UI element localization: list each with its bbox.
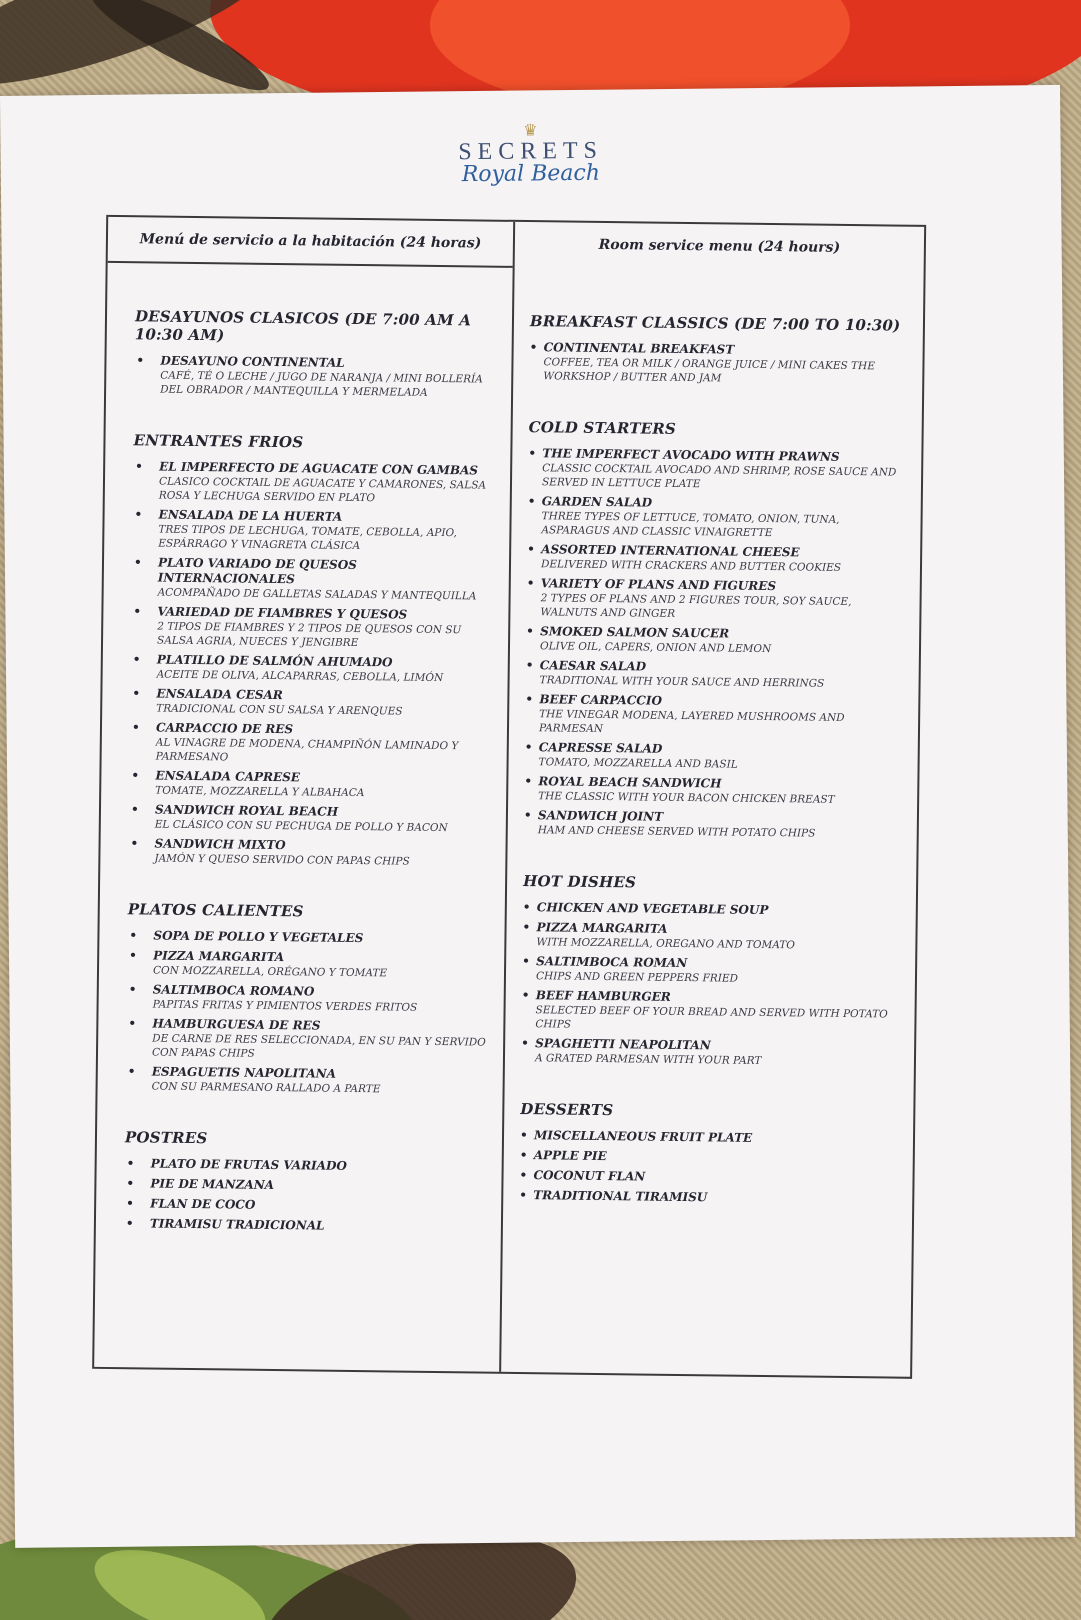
menu-item-description: TRADITIONAL WITH YOUR SAUCE AND HERRINGS bbox=[539, 674, 825, 690]
crown-icon: ♛ bbox=[523, 120, 538, 140]
section-gap bbox=[521, 1070, 902, 1091]
menu-item-name: CHICKEN AND VEGETABLE SOUP bbox=[536, 900, 769, 918]
menu-item bbox=[131, 652, 496, 685]
menu-item-description: THREE TYPES OF LETTUCE, TOMATO, ONION, TUNA, ASPARAGUS AND CLASSIC VINAIGRETTE bbox=[541, 510, 840, 540]
section-heading: DESAYUNOS CLASICOS (DE 7:00 AM A 10:30 AM) bbox=[134, 307, 472, 345]
bullet-icon: • bbox=[129, 928, 138, 943]
menu-item bbox=[127, 928, 492, 947]
menu-item-name: ROYAL BEACH SANDWICH bbox=[538, 774, 722, 791]
bullet-icon: • bbox=[131, 768, 140, 783]
bullet-icon: • bbox=[519, 1128, 528, 1143]
menu-item bbox=[129, 768, 494, 801]
menu-item-description: TRADICIONAL CON SU SALSA Y ARENQUES bbox=[156, 702, 403, 718]
bullet-icon: • bbox=[128, 982, 137, 997]
menu-item bbox=[124, 1196, 489, 1215]
bullet-icon: • bbox=[135, 459, 143, 474]
menu-item bbox=[521, 1036, 902, 1070]
menu-item-description: AL VINAGRE DE MODENA, CHAMPIÑÓN LAMINADO Y PARMESANO bbox=[155, 736, 459, 764]
menu-item bbox=[519, 1188, 900, 1208]
menu-item-description: JAMÓN Y QUESO SERVIDO CON PAPAS CHIPS bbox=[154, 852, 410, 868]
section-heading: ENTRANTES FRIOS bbox=[133, 431, 304, 452]
menu-item-description: CON SU PARMESANO RALLADO A PARTE bbox=[151, 1080, 381, 1096]
menu-item-name: CAESAR SALAD bbox=[539, 658, 647, 674]
bullet-icon: • bbox=[523, 808, 532, 823]
bullet-icon: • bbox=[522, 954, 530, 969]
menu-item-name: FLAN DE COCO bbox=[150, 1196, 256, 1212]
menu-sheet bbox=[0, 85, 1075, 1548]
menu-item-name: SALTIMBOCA ROMAN bbox=[536, 954, 688, 971]
menu-item-description: CHIPS AND GREEN PEPPERS FRIED bbox=[535, 970, 739, 985]
menu-item-name: SPAGHETTI NEAPOLITAN bbox=[535, 1036, 711, 1053]
menu-item-name: BEEF CARPACCIO bbox=[539, 692, 663, 708]
bullet-icon: • bbox=[527, 494, 536, 509]
english-column bbox=[503, 222, 924, 1229]
section-gap bbox=[134, 401, 499, 421]
bullet-icon: • bbox=[525, 692, 534, 707]
bullet-icon: • bbox=[527, 542, 535, 557]
bullet-icon: • bbox=[126, 1156, 135, 1171]
menu-item bbox=[526, 624, 907, 658]
menu-item-description: TOMATO, MOZZARELLA AND BASIL bbox=[538, 756, 738, 771]
bullet-icon: • bbox=[130, 802, 139, 817]
menu-item-description: 2 TYPES OF PLANS AND 2 FIGURES TOUR, SOY SAUCE, WALNUTS AND GINGER bbox=[540, 592, 852, 620]
section-gap bbox=[523, 842, 904, 863]
menu-item-name: ASSORTED INTERNATIONAL CHEESE bbox=[541, 542, 800, 560]
menu-item bbox=[522, 954, 903, 988]
menu-item-description: DE CARNE DE RES SELECCIONADA, EN SU PAN Y SERVIDO CON PAPAS CHIPS bbox=[151, 1032, 486, 1060]
menu-item bbox=[130, 686, 495, 719]
section-gap bbox=[529, 388, 910, 409]
menu-item-description: SELECTED BEEF OF YOUR BREAD AND SERVED WITH POTATO CHIPS bbox=[535, 1004, 888, 1031]
column-title: Menú de servicio a la habitación (24 horas) bbox=[139, 231, 482, 252]
menu-item-name: CAPRESSE SALAD bbox=[538, 740, 663, 756]
menu-item bbox=[124, 1176, 489, 1195]
bullet-icon: • bbox=[128, 1016, 137, 1031]
bullet-icon: • bbox=[132, 652, 141, 667]
bullet-icon: • bbox=[519, 1188, 528, 1203]
menu-item-description: TRES TIPOS DE LECHUGA, TOMATE, CEBOLLA, APIO, ESPÁRRAGO Y VINAGRETA CLÁSICA bbox=[158, 523, 457, 553]
menu-item-name: ENSALADA CESAR bbox=[156, 686, 283, 703]
menu-item bbox=[134, 353, 499, 400]
menu-item-name: PLATILLO DE SALMÓN AHUMADO bbox=[156, 652, 393, 670]
bullet-icon: • bbox=[526, 576, 535, 591]
menu-item bbox=[526, 576, 907, 624]
menu-item-name: HAMBURGUESA DE RES bbox=[152, 1016, 321, 1033]
menu-item bbox=[524, 774, 905, 808]
menu-item bbox=[524, 808, 905, 842]
menu-item bbox=[522, 920, 903, 954]
menu-item bbox=[133, 459, 498, 506]
menu-item-name: CARPACCIO DE RES bbox=[155, 720, 294, 737]
menu-item bbox=[129, 802, 494, 835]
bullet-icon: • bbox=[133, 555, 142, 570]
bullet-icon: • bbox=[528, 446, 537, 461]
menu-item-name: EL IMPERFECTO DE AGUACATE CON GAMBAS bbox=[159, 459, 479, 478]
menu-item-description: CLASICO COCKTAIL DE AGUACATE Y CAMARONES, SALSA ROSA Y LECHUGA SERVIDO EN PLATO bbox=[158, 475, 487, 505]
menu-item-description: ACEITE DE OLIVA, ALCAPARRAS, CEBOLLA, LIMÓN bbox=[156, 668, 444, 685]
menu-item-name: SANDWICH MIXTO bbox=[154, 836, 286, 853]
section-heading: POSTRES bbox=[124, 1128, 208, 1148]
bullet-icon: • bbox=[521, 988, 530, 1003]
menu-table bbox=[92, 215, 926, 1379]
section-heading: HOT DISHES bbox=[523, 872, 637, 892]
bullet-icon: • bbox=[132, 686, 141, 701]
logo-script: Royal Beach bbox=[461, 160, 601, 188]
menu-item-name: THE IMPERFECT AVOCADO WITH PRAWNS bbox=[542, 446, 840, 464]
menu-item bbox=[519, 1168, 900, 1188]
menu-item-description: CAFÉ, TÉ O LECHE / JUGO DE NARANJA / MINI BOLLERÍA DEL OBRADOR / MANTEQUILLA Y MERMELADA bbox=[160, 369, 483, 399]
menu-item bbox=[132, 555, 498, 603]
menu-item-description: 2 TIPOS DE FIAMBRES Y 2 TIPOS DE QUESOS CON SU SALSA AGRIA, NUECES Y JENGIBRE bbox=[156, 620, 462, 650]
bullet-icon: • bbox=[524, 774, 533, 789]
section-gap bbox=[519, 1208, 900, 1229]
logo-wordmark: SECRETS bbox=[458, 137, 604, 166]
bullet-icon: • bbox=[525, 658, 534, 673]
bullet-icon: • bbox=[129, 948, 137, 963]
menu-item bbox=[127, 982, 492, 1015]
menu-item-name: BEEF HAMBURGER bbox=[535, 988, 671, 1004]
menu-item-name: MISCELLANEOUS FRUIT PLATE bbox=[533, 1128, 753, 1145]
menu-item-description: WITH MOZZARELLA, OREGANO AND TOMATO bbox=[536, 936, 795, 952]
menu-item bbox=[126, 1064, 491, 1097]
menu-item-description: PAPITAS FRITAS Y PIMIENTOS VERDES FRITOS bbox=[152, 998, 418, 1014]
menu-item-description: CON MOZZARELLA, ORÉGANO Y TOMATE bbox=[152, 964, 388, 980]
menu-item-name: TRADITIONAL TIRAMISU bbox=[533, 1188, 708, 1205]
menu-item-description: DELIVERED WITH CRACKERS AND BUTTER COOKIES bbox=[540, 558, 842, 574]
bullet-icon: • bbox=[526, 624, 534, 639]
menu-item bbox=[527, 542, 908, 576]
menu-item-description: THE CLASSIC WITH YOUR BACON CHICKEN BREAST bbox=[538, 790, 835, 806]
menu-item-description: EL CLÁSICO CON SU PECHUGA DE POLLO Y BACON bbox=[154, 818, 448, 835]
menu-item-name: TIRAMISU TRADICIONAL bbox=[149, 1216, 325, 1233]
menu-item bbox=[125, 1156, 490, 1175]
bullet-icon: • bbox=[522, 900, 531, 915]
menu-item-name: SANDWICH JOINT bbox=[537, 808, 664, 824]
menu-item-name: SANDWICH ROYAL BEACH bbox=[154, 802, 339, 819]
menu-item bbox=[130, 720, 495, 767]
column-body bbox=[96, 261, 513, 1257]
section-gap bbox=[124, 1236, 489, 1256]
menu-item-description: TOMATE, MOZZARELLA Y ALBAHACA bbox=[155, 784, 365, 800]
menu-item-name: ENSALADA DE LA HUERTA bbox=[158, 507, 343, 524]
bullet-icon: • bbox=[524, 740, 533, 755]
menu-item-description: OLIVE OIL, CAPERS, ONION AND LEMON bbox=[539, 640, 772, 656]
bullet-icon: • bbox=[134, 507, 143, 522]
column-body bbox=[503, 266, 924, 1229]
section-heading: PLATOS CALIENTES bbox=[127, 900, 304, 921]
bullet-icon: • bbox=[125, 1216, 134, 1231]
menu-item-name: SMOKED SALMON SAUCER bbox=[540, 624, 730, 641]
bullet-icon: • bbox=[131, 720, 140, 735]
menu-item bbox=[523, 900, 904, 920]
menu-item bbox=[131, 604, 496, 651]
menu-item bbox=[525, 740, 906, 774]
section-heading: BREAKFAST CLASSICS (DE 7:00 TO 10:30) bbox=[529, 312, 901, 335]
spanish-column bbox=[96, 217, 514, 1257]
menu-item bbox=[528, 446, 909, 494]
section-gap bbox=[125, 1098, 490, 1118]
menu-item-name: PIZZA MARGARITA bbox=[153, 948, 285, 965]
column-title: Room service menu (24 hours) bbox=[598, 236, 841, 256]
hotel-logo bbox=[0, 115, 1061, 192]
bullet-icon: • bbox=[519, 1168, 528, 1183]
bullet-icon: • bbox=[529, 340, 538, 355]
menu-item bbox=[526, 658, 907, 692]
menu-item-name: CONTINENTAL BREAKFAST bbox=[543, 340, 735, 357]
menu-item-name: COCONUT FLAN bbox=[533, 1168, 646, 1184]
menu-item bbox=[527, 494, 908, 542]
bullet-icon: • bbox=[130, 836, 139, 851]
menu-item-name: ENSALADA CAPRESE bbox=[155, 768, 301, 785]
bullet-icon: • bbox=[136, 353, 145, 368]
menu-item-name: PLATO VARIADO DE QUESOS INTERNACIONALES bbox=[157, 555, 357, 587]
bullet-icon: • bbox=[126, 1176, 135, 1191]
bullet-icon: • bbox=[133, 604, 142, 619]
menu-item-name: PLATO DE FRUTAS VARIADO bbox=[150, 1156, 347, 1173]
section-gap bbox=[128, 870, 493, 890]
bullet-icon: • bbox=[522, 920, 531, 935]
menu-item-description: HAM AND CHEESE SERVED WITH POTATO CHIPS bbox=[537, 824, 816, 840]
menu-item-description: A GRATED PARMESAN WITH YOUR PART bbox=[534, 1052, 762, 1067]
menu-item-description: THE VINEGAR MODENA, LAYERED MUSHROOMS AND PARMESAN bbox=[538, 708, 845, 736]
menu-item bbox=[124, 1216, 489, 1235]
menu-item-name: PIZZA MARGARITA bbox=[536, 920, 668, 936]
bullet-icon: • bbox=[521, 1036, 529, 1051]
menu-item-name: PIE DE MANZANA bbox=[150, 1176, 275, 1193]
menu-item bbox=[520, 1148, 901, 1168]
menu-item-description: CLASSIC COCKTAIL AVOCADO AND SHRIMP, ROSE SAUCE AND SERVED IN LETTUCE PLATE bbox=[541, 462, 897, 491]
menu-item-name: ESPAGUETIS NAPOLITANA bbox=[151, 1064, 337, 1081]
menu-item-name: VARIETY OF PLANS AND FIGURES bbox=[540, 576, 777, 594]
menu-item bbox=[128, 836, 493, 869]
menu-item-name: SALTIMBOCA ROMANO bbox=[152, 982, 315, 999]
bullet-icon: • bbox=[126, 1196, 134, 1211]
menu-item bbox=[520, 1128, 901, 1148]
bullet-icon: • bbox=[519, 1148, 528, 1163]
menu-item-description: COFFEE, TEA OR MILK / ORANGE JUICE / MINI CAKES THE WORKSHOP / BUTTER AND JAM bbox=[543, 356, 875, 385]
section-heading: COLD STARTERS bbox=[528, 418, 677, 438]
menu-item bbox=[126, 1016, 491, 1063]
menu-item bbox=[521, 988, 902, 1036]
menu-item-name: SOPA DE POLLO Y VEGETALES bbox=[153, 928, 364, 946]
menu-item-name: VARIEDAD DE FIAMBRES Y QUESOS bbox=[157, 604, 408, 622]
section-heading: DESSERTS bbox=[520, 1100, 614, 1120]
menu-item bbox=[529, 340, 910, 388]
menu-item-name: GARDEN SALAD bbox=[541, 494, 653, 510]
menu-item-description: ACOMPAÑADO DE GALLETAS SALADAS Y MANTEQUILLA bbox=[157, 586, 477, 603]
bullet-icon: • bbox=[127, 1064, 136, 1079]
menu-item bbox=[132, 507, 497, 554]
menu-item bbox=[525, 692, 906, 740]
menu-item-name: APPLE PIE bbox=[533, 1148, 607, 1164]
menu-item-name: DESAYUNO CONTINENTAL bbox=[160, 353, 345, 370]
menu-item bbox=[127, 948, 492, 981]
